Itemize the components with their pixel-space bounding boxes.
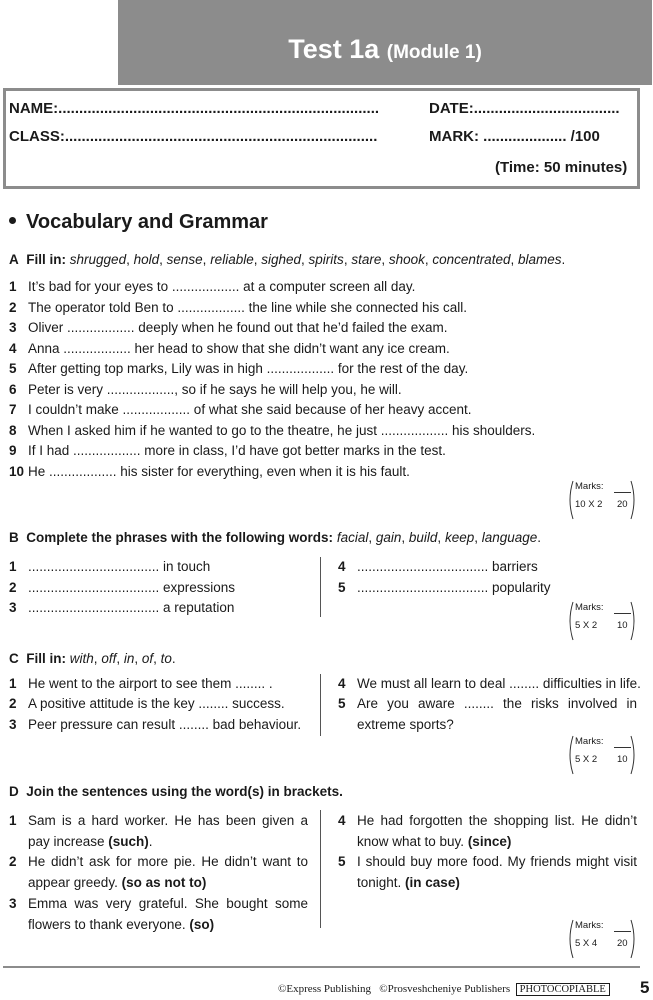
question-a6: 6 Peter is very .................., so if he says he will help you, he will. [9, 382, 402, 397]
question-a7: 7 I couldn’t make .................. of what she said because of her heavy accent. [9, 402, 472, 417]
partB-instruction: B Complete the phrases with the following words: facial, gain, build, keep, language. [9, 530, 542, 545]
question-c5: 5 Are you aware ........ the risks involved in extreme sports? [338, 696, 637, 732]
question-d3: 3 Emma was very grateful. She bought some flowers to thank everyone. (so) [9, 896, 308, 932]
word-box-item: to [160, 651, 172, 666]
word-box-item: hold [133, 252, 160, 267]
marks-box-c: Marks: 5 X 2 10 [567, 734, 637, 776]
column-divider [320, 810, 321, 928]
marks-box-a [567, 479, 637, 521]
marks-blank[interactable] [614, 492, 631, 493]
partD-instruction: D Join the sentences using the word(s) in brackets. [9, 784, 343, 799]
time-limit: (Time: 50 minutes) [495, 159, 628, 176]
partC-instruction: C Fill in: with, off, in, of, to. [9, 651, 176, 666]
marks-label: Marks: [575, 481, 604, 492]
name-field[interactable]: NAME:............................................................................. [9, 100, 380, 117]
partA-instruction: A Fill in: shrugged, hold, sense, reliable, sighed, spirits, stare, shook, concentrated, blames. [9, 252, 566, 267]
word-box-item: gain [375, 530, 402, 545]
word-box-item: concentrated [432, 252, 511, 267]
test-title: Test 1a [288, 34, 380, 64]
word-box-item: shook [388, 252, 425, 267]
page-number: 5 [640, 978, 650, 997]
question-d4: 4 He had forgotten the shopping list. He didn’t know what to buy. (since) [338, 813, 637, 849]
marks-blank[interactable] [614, 931, 631, 932]
marks-calc: 10 X 2 [575, 499, 603, 510]
question-a4: 4 Anna .................. her head to show that she didn’t want any ice cream. [9, 341, 450, 356]
word-box-item: spirits [308, 252, 344, 267]
question-a9: 9 If I had .................. more in class, I’d have got better marks in the test. [9, 443, 446, 458]
marks-total: 20 [617, 499, 628, 510]
marks-box-d: Marks: 5 X 4 20 [567, 918, 637, 960]
question-a2: 2 The operator told Ben to .................. the line while she connected his call. [9, 300, 467, 315]
section-heading [9, 211, 268, 234]
question-d2: 2 He didn’t ask for more pie. He didn’t want to appear greedy. (so as not to) [9, 854, 308, 890]
word-box-item: in [123, 651, 135, 666]
question-c4: 4 We must all learn to deal ........ difficulties in life. [338, 676, 641, 691]
question-b3: 3 ................................... a reputation [9, 600, 235, 615]
question-d1: 1 Sam is a hard worker. He has been given a pay increase (such). [9, 813, 308, 849]
word-box-item: language [481, 530, 538, 545]
column-divider [320, 557, 321, 617]
word-box-item: sighed [261, 252, 302, 267]
question-b1: 1 ................................... in touch [9, 559, 211, 574]
publisher-express: ©Express Publishing [278, 983, 372, 995]
word-box-item: facial [336, 530, 369, 545]
word-box-item: stare [351, 252, 382, 267]
marks-blank[interactable] [614, 747, 631, 748]
word-box-item: reliable [210, 252, 254, 267]
question-a10: 10 He .................. his sister for everything, even when it is his fault. [9, 464, 410, 479]
date-field[interactable]: DATE:................................... [429, 100, 620, 117]
word-box-item: blames [517, 252, 562, 267]
word-box-item: with [69, 651, 94, 666]
partA-letter: A [9, 252, 19, 267]
partA-instr: Fill in: [26, 252, 67, 267]
class-field[interactable]: CLASS:........................................................................... [9, 128, 378, 145]
question-b2: 2 ................................... expressions [9, 580, 236, 595]
question-b4: 4 ................................... barriers [338, 559, 538, 574]
word-box-item: off [101, 651, 117, 666]
word-box-item: shrugged [69, 252, 127, 267]
bullet-icon [9, 217, 16, 224]
marks-box-b: Marks: 5 X 2 10 [567, 600, 637, 642]
question-c1: 1 He went to the airport to see them ........ . [9, 676, 273, 691]
question-c3: 3 Peer pressure can result ........ bad behaviour. [9, 717, 302, 732]
question-a5: 5 After getting top marks, Lily was in high .................. for the rest of the day. [9, 361, 469, 376]
question-b5: 5 ................................... popularity [338, 580, 551, 595]
word-box-item: build [408, 530, 438, 545]
question-a8: 8 When I asked him if he wanted to go to the theatre, he just .................. his shoulders. [9, 423, 536, 438]
marks-blank[interactable] [614, 613, 631, 614]
word-box-item: of [141, 651, 154, 666]
mark-field[interactable]: MARK: .................... /100 [429, 128, 600, 145]
question-a3: 3 Oliver .................. deeply when he found out that he’d failed the exam. [9, 320, 448, 335]
word-box-item: keep [444, 530, 475, 545]
section-title: Vocabulary and Grammar [26, 211, 268, 233]
footer-publishers [278, 983, 610, 995]
footer-rule [3, 966, 640, 968]
photocopiable-badge: PHOTOCOPIABLE [516, 983, 610, 996]
question-c2: 2 A positive attitude is the key ........ success. [9, 696, 285, 711]
question-d5: 5 I should buy more food. My friends might visit tonight. (in case) [338, 854, 637, 890]
question-a1: 1 It’s bad for your eyes to .................. at a computer screen all day. [9, 279, 416, 294]
column-divider [320, 674, 321, 736]
word-box-item: sense [166, 252, 203, 267]
publisher-prosveshcheniye: ©Prosveshcheniye Publishers [379, 983, 511, 995]
test-subtitle: (Module 1) [386, 42, 482, 63]
page-title [118, 34, 652, 65]
